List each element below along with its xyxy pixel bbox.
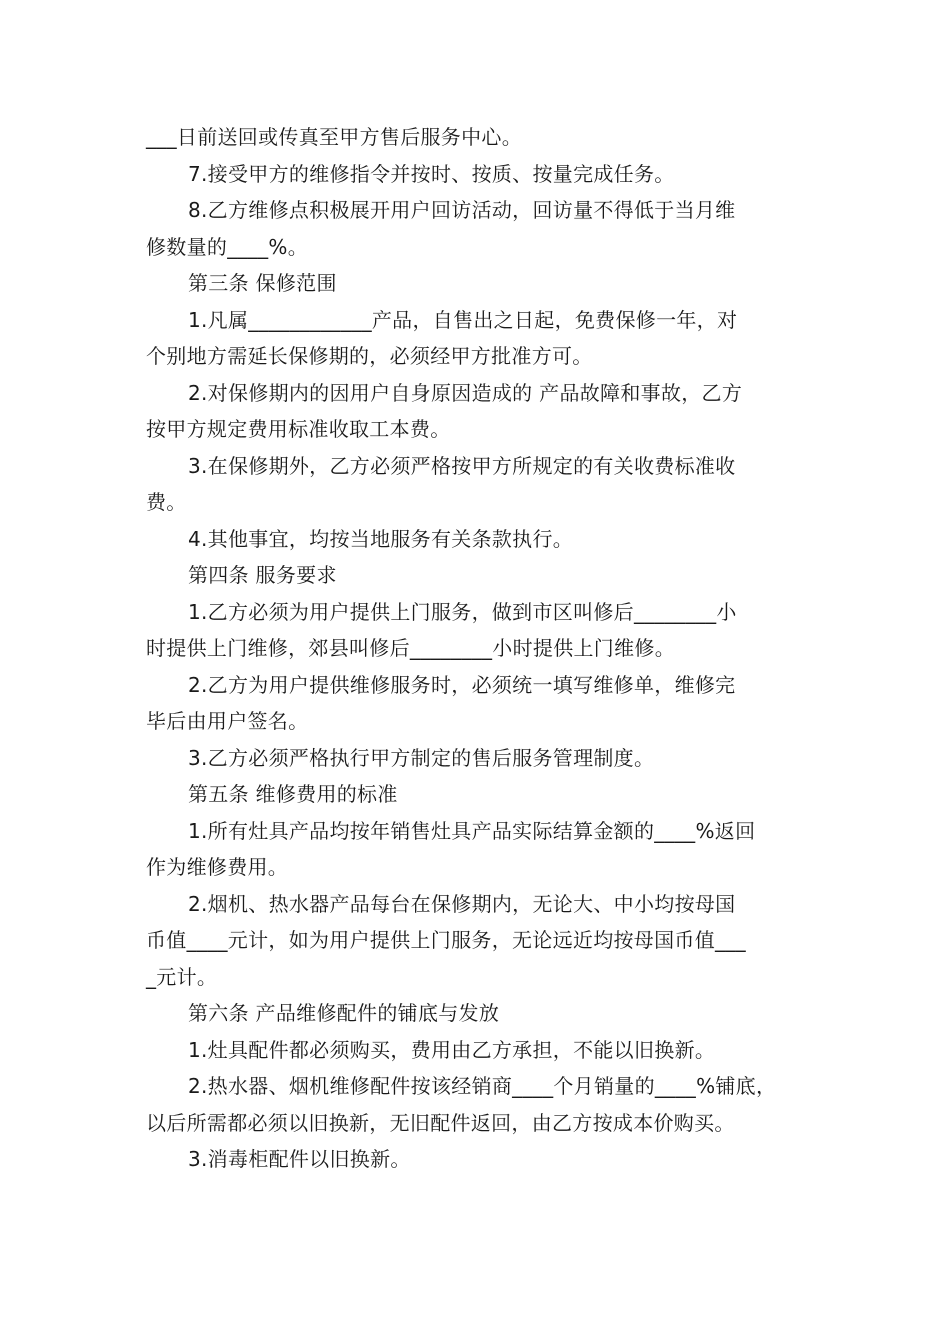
text-line: 以后所需都必须以旧换新，无旧配件返回，由乙方按成本价购买。 [146, 1110, 735, 1135]
text-line: 1.所有灶具产品均按年销售灶具产品实际结算金额的____%返回 [188, 818, 756, 843]
text-line: 2.对保修期内的因用户自身原因造成的 产品故障和事故，乙方 [188, 380, 743, 405]
text-line: 按甲方规定费用标准收取工本费。 [146, 417, 451, 441]
text-line: 2.乙方为用户提供维修服务时，必须统一填写维修单，维修完 [188, 672, 736, 697]
text-line: 费。 [146, 490, 187, 514]
text-line: 币值____元计，如为用户提供上门服务，无论远近均按母国币值___ [146, 928, 746, 952]
text-line: 毕后由用户签名。 [146, 709, 309, 733]
text-line: 1.乙方必须为用户提供上门服务，做到市区叫修后________小 [188, 599, 737, 624]
text-line: 2.烟机、热水器产品每台在保修期内，无论大、中小均按母国 [188, 891, 736, 916]
text-line: 3.乙方必须严格执行甲方制定的售后服务管理制度。 [188, 745, 655, 770]
section-heading: 第六条 产品维修配件的铺底与发放 [188, 1001, 500, 1025]
text-line: 1.凡属____________产品，自售出之日起，免费保修一年，对 [188, 307, 738, 332]
section-heading: 第三条 保修范围 [188, 271, 337, 295]
text-line: _元计。 [146, 964, 218, 989]
text-line: 1.灶具配件都必须购买，费用由乙方承担，不能以旧换新。 [188, 1037, 716, 1062]
text-line: 4.其他事宜，均按当地服务有关条款执行。 [188, 526, 574, 551]
text-line: 8.乙方维修点积极展开用户回访活动，回访量不得低于当月维 [188, 198, 736, 222]
section-heading: 第五条 维修费用的标准 [188, 782, 398, 806]
text-line: 修数量的____%。 [146, 234, 309, 259]
text-line: ___日前送回或传真至甲方售后服务中心。 [146, 125, 522, 149]
text-line: 作为维修费用。 [146, 855, 289, 879]
text-line: 时提供上门维修，郊县叫修后________小时提供上门维修。 [146, 636, 675, 660]
text-line: 3.在保修期外，乙方必须严格按甲方所规定的有关收费标准收 [188, 453, 736, 478]
text-line: 个别地方需延长保修期的，必须经甲方批准方可。 [146, 344, 593, 368]
text-line: 2.热水器、烟机维修配件按该经销商____个月销量的____%铺底， [188, 1074, 777, 1098]
text-line: 3.消毒柜配件以旧换新。 [188, 1147, 411, 1171]
section-heading: 第四条 服务要求 [188, 563, 337, 587]
contract-text-body [146, 119, 814, 1178]
text-line: 7.接受甲方的维修指令并按时、按质、按量完成任务。 [188, 161, 675, 186]
